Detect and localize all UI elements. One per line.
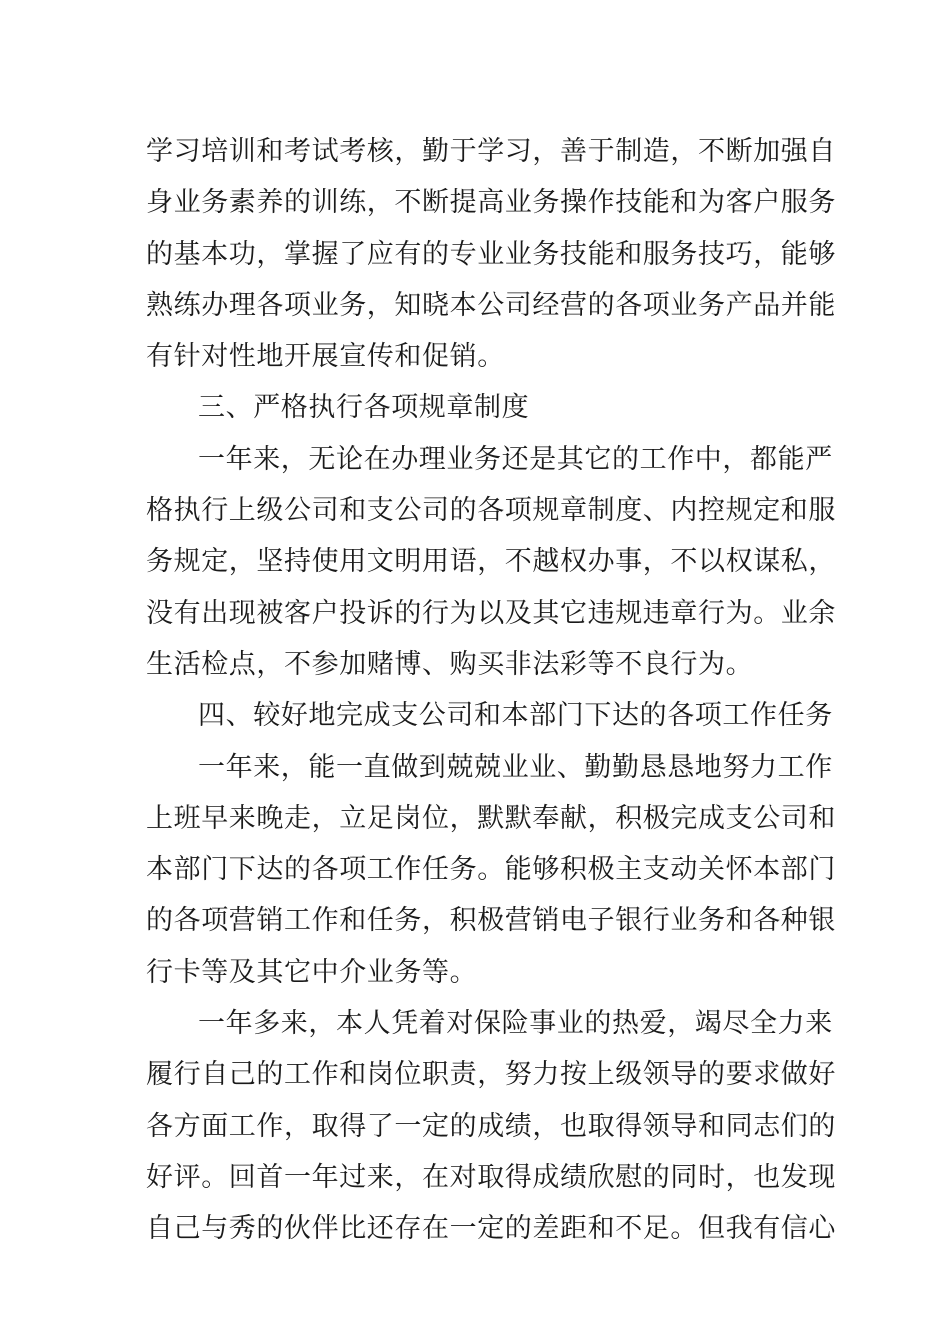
paragraph-first-line: 一年来，能一直做到兢兢业业、勤勤恳恳地努力工作: [198, 751, 833, 783]
text-line: 自己与秀的伙伴比还存在一定的差距和不足。但我有信心: [146, 1213, 836, 1245]
text-line: 本部门下达的各项工作任务。能够积极主支动关怀本部门: [146, 854, 836, 886]
paragraph-first-line: 一年来，无论在办理业务还是其它的工作中，都能严: [198, 443, 833, 475]
text-line: 的各项营销工作和任务，积极营销电子银行业务和各种银: [146, 905, 836, 937]
text-line: 务规定，坚持使用文明用语，不越权办事，不以权谋私，: [146, 546, 836, 578]
text-line: 履行自己的工作和岗位职责，努力按上级领导的要求做好: [146, 1059, 836, 1091]
text-line: 没有出现被客户投诉的行为以及其它违规违章行为。业余: [146, 597, 836, 629]
paragraph-first-line: 三、严格执行各项规章制度: [198, 392, 530, 424]
text-line: 行卡等及其它中介业务等。: [146, 956, 478, 988]
text-line: 身业务素养的训练，不断提高业务操作技能和为客户服务: [146, 187, 836, 219]
text-line: 学习培训和考试考核，勤于学习，善于制造，不断加强自: [146, 136, 836, 167]
body-text: [146, 126, 836, 1255]
text-line: 各方面工作，取得了一定的成绩，也取得领导和同志们的: [146, 1110, 836, 1142]
paragraph-first-line: 一年多来，本人凭着对保险事业的热爱，竭尽全力来: [198, 1008, 833, 1040]
text-line: 的基本功，掌握了应有的专业业务技能和服务技巧，能够: [146, 238, 836, 270]
text-line: 生活检点，不参加赌博、购买非法彩等不良行为。: [146, 648, 754, 680]
text-line: 有针对性地开展宣传和促销。: [146, 341, 505, 373]
text-line: 上班早来晚走，立足岗位，默默奉献，积极完成支公司和: [146, 802, 836, 834]
text-line: 熟练办理各项业务，知晓本公司经营的各项业务产品并能: [146, 289, 836, 321]
paragraph-first-line: 四、较好地完成支公司和本部门下达的各项工作任务: [198, 700, 833, 732]
text-line: 格执行上级公司和支公司的各项规章制度、内控规定和服: [146, 495, 836, 527]
text-line: 好评。回首一年过来，在对取得成绩欣慰的同时，也发现: [146, 1161, 836, 1193]
